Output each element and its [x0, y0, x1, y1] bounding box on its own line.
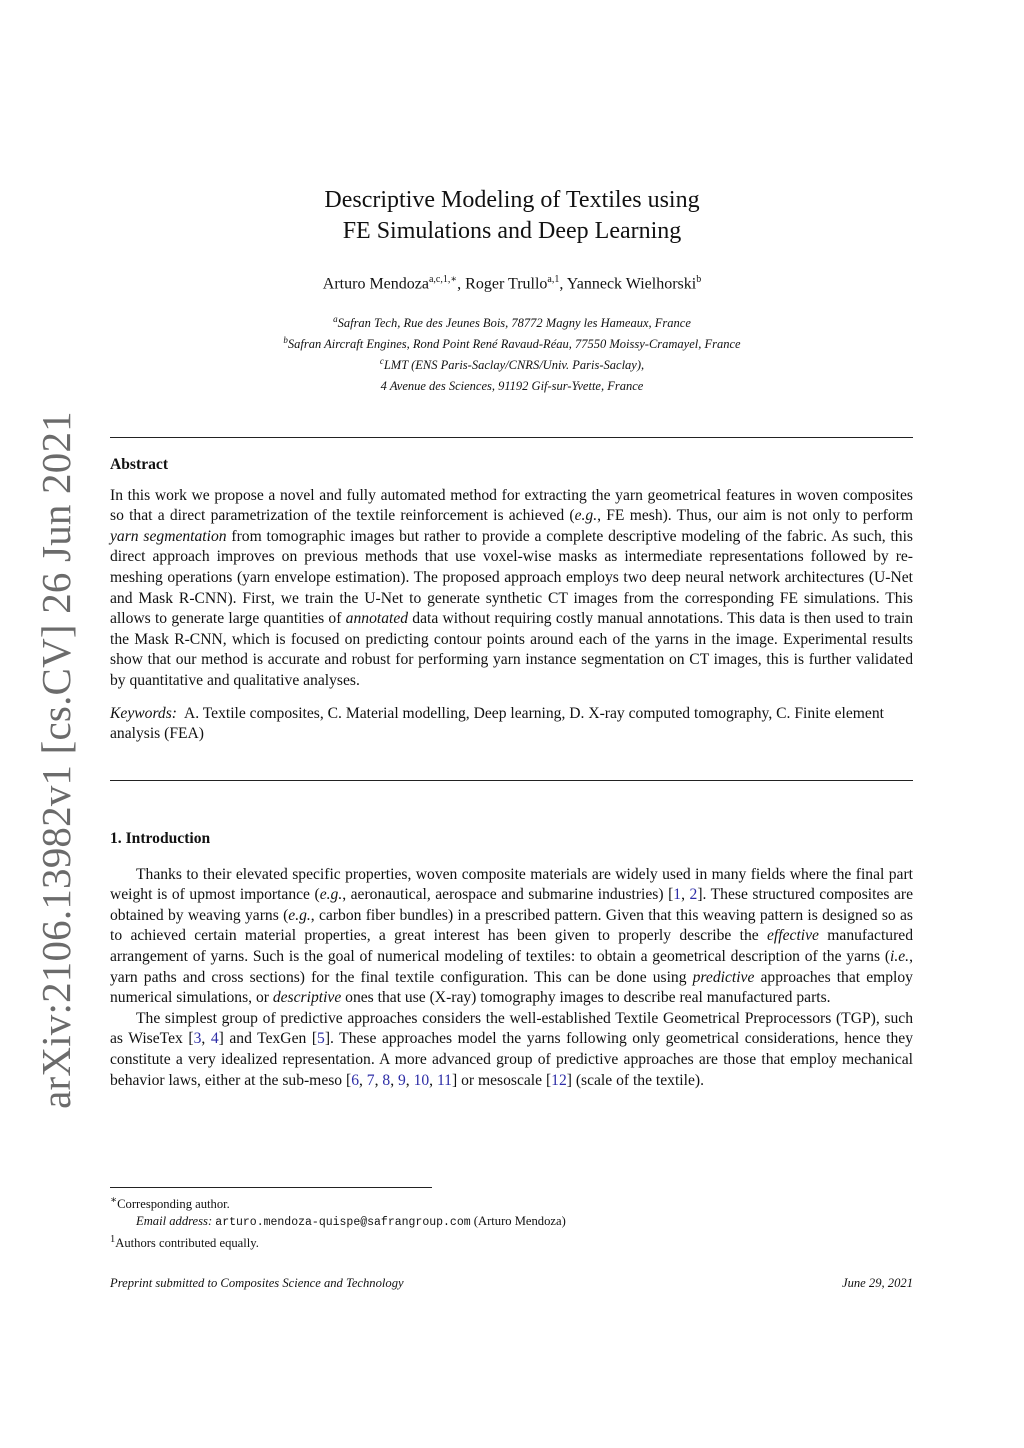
citation-link[interactable]: 9	[397, 1071, 406, 1089]
footer-submission-note: Preprint submitted to Composites Science and Technology	[110, 1276, 404, 1290]
keywords-label: Keywords:	[110, 704, 177, 722]
keywords	[110, 704, 913, 745]
citation-link[interactable]: 4	[210, 1030, 219, 1048]
title-line-2: FE Simulations and Deep Learning	[342, 218, 682, 244]
citation-link[interactable]: 11	[436, 1071, 452, 1089]
page-footer	[110, 1276, 913, 1291]
author-name: Roger Trullo	[465, 275, 548, 293]
introduction-heading: 1. Introduction	[110, 830, 211, 847]
citation-link[interactable]: 1	[673, 886, 682, 904]
introduction-section	[110, 829, 913, 1091]
citation-link[interactable]: 10	[413, 1071, 430, 1089]
arxiv-identifier: arXiv:2106.13982v1 [cs.CV] 26 Jun 2021	[33, 411, 79, 1109]
footnote-email: Email address: arturo.mendoza-quispe@safrangroup.com (Arturo Mendoza)	[136, 1214, 566, 1230]
footer-date: June 29, 2021	[842, 1276, 913, 1290]
citation-link[interactable]: 3	[193, 1030, 202, 1048]
footnote-equal-contribution: $^1$Authors contributed equally.	[110, 1234, 259, 1251]
author-affil-mark: a,c,1,∗	[428, 274, 458, 285]
intro-paragraph-1: Thanks to their elevated specific properties, woven composite materials are widely used in many fields where the final part weight is of upmost importance (e.g., aeronautical, aerospace and submarine industries) [1, 2]. These structured composites are obtained by weaving yarns (e.g., carbon fiber bundles) in a prescribed pattern. Given that this weaving pattern is designed so as to achieved certain material properties, a great interest has been given to properly describe the effective manufactured arrangement of yarns. Such is the goal of numerical modeling of textiles: to obtain a geometrical description of the yarns (i.e., yarn paths and cross sections) for the final textile configuration. This can be done using predictive approaches that employ numerical simulations, or descriptive ones that use (X-ray) tomography images to describe real manufactured parts.	[110, 865, 914, 1007]
abstract-section	[110, 455, 913, 745]
citation-link[interactable]: 8	[382, 1071, 391, 1089]
citation-link[interactable]: 7	[366, 1071, 375, 1089]
affiliation-line: $^c$LMT (ENS Paris-Saclay/CNRS/Univ. Paris-Saclay),	[379, 356, 645, 373]
intro-paragraph-2: The simplest group of predictive approaches considers the well-established Textile Geometrical Preprocessors (TGP), such as WiseTex [3, 4] and TexGen [5]. These approaches model the yarns following only geometrical considerations, hence they constitute a very idealized representation. A more advanced group of predictive approaches are those that employ mechanical behavior laws, either at the sub-meso [6, 7, 8, 9, 10, 11] or mesoscale [12] (scale of the textile).	[110, 1009, 913, 1089]
abstract-top-rule	[110, 437, 913, 438]
footnote-rule	[110, 1187, 432, 1188]
affiliations	[0, 311, 1024, 396]
affiliation-line: 4 Avenue des Sciences, 91192 Gif-sur-Yvette, France	[380, 379, 644, 394]
author-list: Arturo Mendoza$^{a,c,1,∗}$, Roger Trullo$^{a,1}$, Yanneck Wielhorski$^b$	[322, 274, 702, 293]
citation-link[interactable]: 6	[351, 1071, 359, 1089]
citation-link[interactable]: 12	[551, 1071, 567, 1089]
email-link[interactable]: arturo.mendoza-quispe@safrangroup.com	[215, 1216, 471, 1230]
footnote-corresponding: ∗Corresponding author.	[110, 1195, 230, 1212]
author-name: Yanneck Wielhorski	[566, 275, 697, 293]
citation-link[interactable]: 2	[689, 886, 698, 904]
keywords-text: A. Textile composites, C. Material modelling, Deep learning, D. X-ray computed tomography, C. Finite element analysis (FEA)	[110, 704, 884, 743]
author-affil-mark: b	[696, 274, 702, 285]
author-affil-mark: a,1	[547, 274, 560, 285]
paper-title	[0, 185, 1024, 247]
title-line-1: Descriptive Modeling of Textiles using	[324, 187, 700, 213]
citation-link[interactable]: 5	[317, 1030, 325, 1048]
author-name: Arturo Mendoza	[322, 275, 429, 293]
affiliation-line: $^a$Safran Tech, Rue des Jeunes Bois, 78772 Magny les Hameaux, France	[333, 314, 691, 331]
affiliation-line: $^b$Safran Aircraft Engines, Rond Point René Ravaud-Réau, 77550 Moissy-Cramayel, France	[283, 335, 741, 352]
abstract-heading: Abstract	[110, 456, 169, 473]
footnotes	[110, 1192, 913, 1252]
abstract-text: In this work we propose a novel and fully automated method for extracting the yarn geometrical features in woven composites so that a direct parametrization of the textile reinforcement is achieved (e.g., FE mesh). Thus, our aim is not only to perform yarn segmentation from tomographic images but rather to provide a complete descriptive modeling of the fabric. As such, this direct approach improves on previous methods that use voxel-wise masks as intermediate representations followed by re-meshing operations (yarn envelope estimation). The proposed approach employs two deep neural network architectures (U-Net and Mask R-CNN). First, we train the U-Net to generate synthetic CT images from the corresponding FE simulations. This allows to generate large quantities of annotated data without requiring costly manual annotations. This data is then used to train the Mask R-CNN, which is focused on predicting contour points around each of the yarns in the image. Experimental results show that our method is accurate and robust for performing yarn instance segmentation on CT images, this is further validated by quantitative and qualitative analyses.	[110, 486, 913, 689]
abstract-bottom-rule	[110, 780, 913, 781]
